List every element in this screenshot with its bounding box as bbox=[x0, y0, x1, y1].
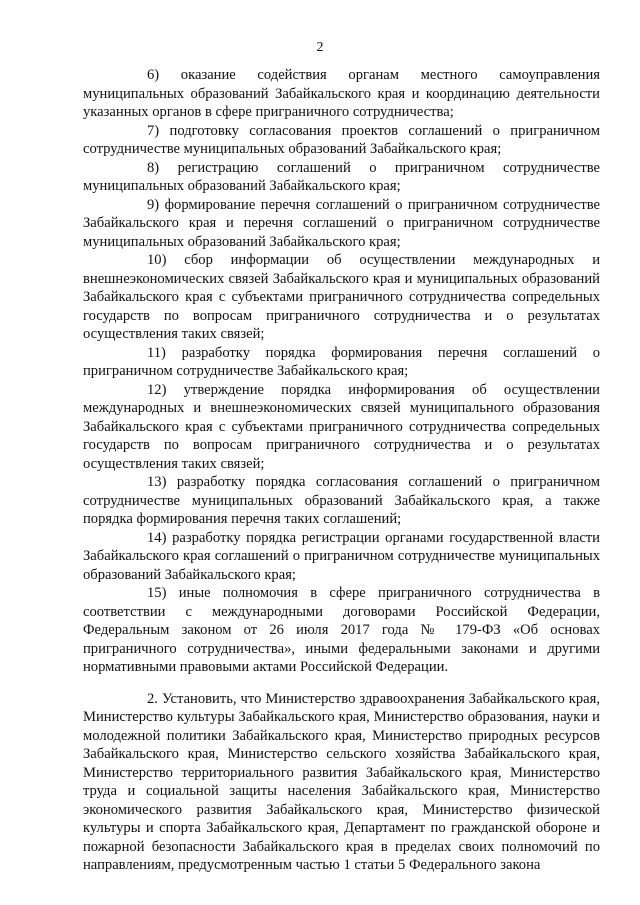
paragraph-item-10: 10) сбор информации об осуществлении международных и внешнеэкономических связей Забайкальского края и муниципальных образований Забайкальского края с субъектами приграничного сотрудничества сопредельных государств по вопросам приграничного сотрудничества и о результатах осуществления таких связей; bbox=[83, 252, 600, 342]
paragraph-item-8: 8) регистрацию соглашений о приграничном сотрудничестве муниципальных образований Забайкальского края; bbox=[83, 159, 600, 194]
paragraph-item-6: 6) оказание содействия органам местного самоуправления муниципальных образований Забайкальского края и координацию деятельности указанных органов в сфере приграничного сотрудничества; bbox=[83, 67, 600, 120]
document-body bbox=[83, 66, 600, 875]
paragraph-item-12: 12) утверждение порядка информирования об осуществлении международных и внешнеэкономических связей муниципального образования Забайкальского края с субъектами приграничного сотрудничества сопредельных государств по вопросам приграничного сотрудничества и о результатах осуществления таких связей; bbox=[83, 381, 600, 472]
paragraph-item-13: 13) разработку порядка согласования соглашений о приграничном сотрудничестве муниципальных образований Забайкальского края, а также порядка формирования перечня таких соглашений; bbox=[83, 474, 600, 527]
paragraph-item-7: 7) подготовку согласования проектов соглашений о приграничном сотрудничестве муниципальных образований Забайкальского края; bbox=[83, 122, 600, 157]
paragraph-item-15: 15) иные полномочия в сфере приграничного сотрудничества в соответствии с международными договорами Российской Федерации, Федеральным законом от 26 июля 2017 года № 179-ФЗ «Об основах приграничного сотрудничества», иными федеральными законами и другими нормативными правовыми актами Российской Федерации. bbox=[83, 585, 600, 675]
paragraph-item-9: 9) формирование перечня соглашений о приграничном сотрудничестве Забайкальского края и перечня соглашений о приграничном сотрудничестве муниципальных образований Забайкальского края; bbox=[83, 196, 600, 250]
paragraph-section-2: 2. Установить, что Министерство здравоохранения Забайкальского края, Министерство культуры Забайкальского края, Министерство образования, науки и молодежной политики Забайкальского края, Министерство природных ресурсов Забайкальского края, Министерство сельского хозяйства Забайкальского края, Министерство территориального развития Забайкальского края, Министерство труда и социальной защиты населения Забайкальского края, Министерство экономического развития Забайкальского края, Министерство физической культуры и спорта Забайкальского края, Департамент по гражданской обороне и пожарной безопасности Забайкальского края в пределах своих полномочий по направлениям, предусмотренным частью 1 статьи 5 Федерального закона bbox=[83, 690, 600, 873]
paragraph-item-14: 14) разработку порядка регистрации органами государственной власти Забайкальского края соглашений о приграничном сотрудничестве муниципальных образований Забайкальского края; bbox=[83, 529, 600, 583]
page-number: 2 bbox=[316, 40, 324, 55]
paragraph-item-11: 11) разработку порядка формирования перечня соглашений о приграничном сотрудничестве Забайкальского края; bbox=[83, 344, 600, 379]
